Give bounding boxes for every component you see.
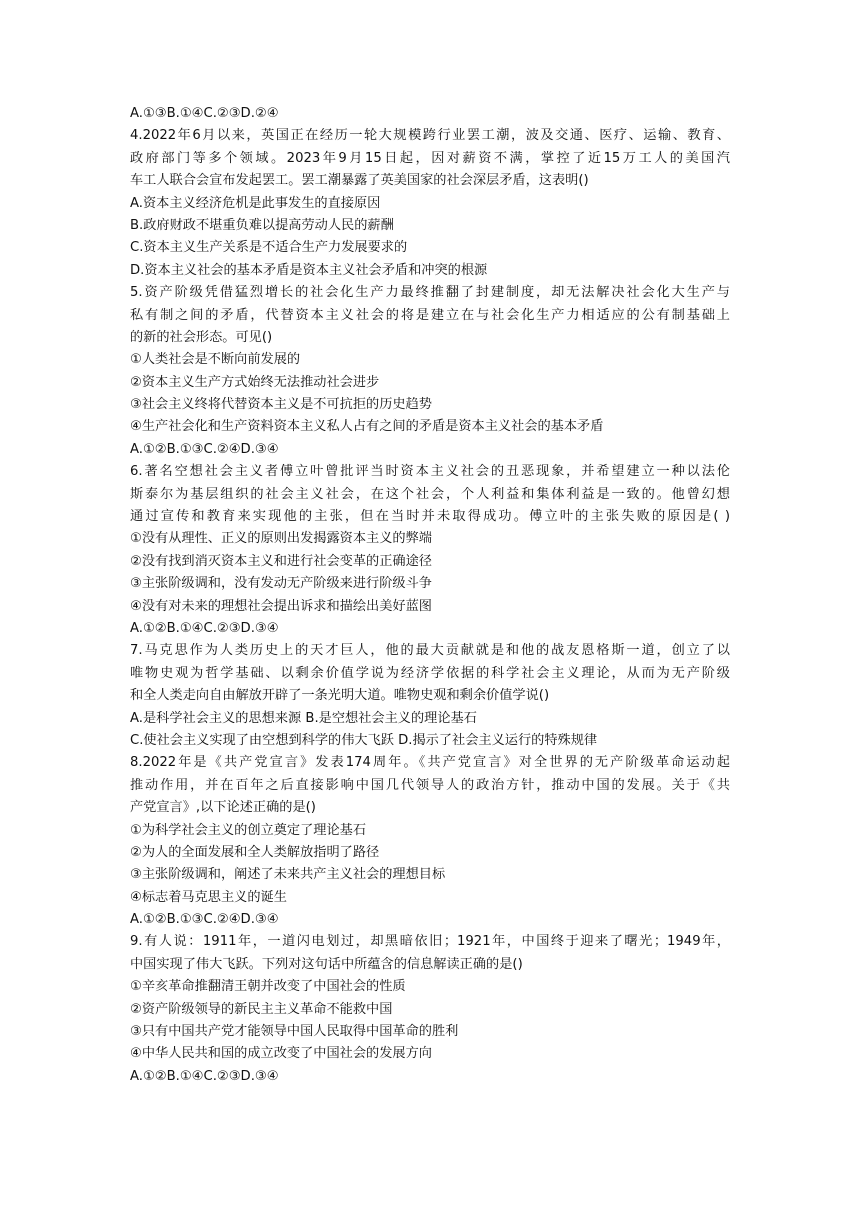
text-line: C.使社会主义实现了由空想到科学的伟大飞跃 D.揭示了社会主义运行的特殊规律	[130, 732, 598, 748]
text-line: ①没有从理性、正义的原则出发揭露资本主义的弊端	[130, 531, 432, 547]
text-line: ③只有中国共产党才能领导中国人民取得中国革命的胜利	[130, 1024, 459, 1040]
text-line: A.①②B.①④C.②③D.③④	[130, 1068, 279, 1084]
text-line: ④中华人民共和国的成立改变了中国社会的发展方向	[130, 1046, 432, 1062]
text-line: A.①②B.①③C.②④D.③④	[130, 441, 279, 457]
text-line: 8.2022年是《共产党宣言》发表174周年。《共产党宣言》对全世界的无产阶级革命运动起	[130, 755, 730, 771]
text-line: 唯物史观为哲学基础、以剩余价值学说为经济学依据的科学社会主义理论，从而为无产阶级	[130, 665, 730, 681]
text-line: 9.有人说：1911年，一道闪电划过，却黑暗依旧；1921年，中国终于迎来了曙光；1949年，	[130, 934, 730, 950]
text-line: 政府部门等多个领域。2023年9月15日起，因对薪资不满，掌控了近15万工人的美国汽	[130, 150, 730, 166]
text-line: A.资本主义经济危机是此事发生的直接原因	[130, 195, 381, 211]
text-line: 中国实现了伟大飞跃。下列对这句话中所蕴含的信息解读正确的是()	[130, 956, 523, 972]
text-line: B.政府财政不堪重负难以提高劳动人民的薪酬	[130, 217, 394, 233]
text-line: ④没有对未来的理想社会提出诉求和描绘出美好蓝图	[130, 598, 432, 614]
text-line: 7.马克思作为人类历史上的天才巨人，他的最大贡献就是和他的战友恩格斯一道，创立了以	[130, 643, 730, 659]
text-line: 的新的社会形态。可见()	[130, 329, 273, 345]
text-line: 通过宣传和教育来实现他的主张，但在当时并未取得成功。傅立叶的主张失败的原因是( )	[130, 509, 730, 525]
text-line: ②资产阶级领导的新民主主义革命不能救中国	[130, 1001, 393, 1017]
text-line: 产党宣言》,以下论述正确的是()	[130, 800, 316, 816]
text-line: ①人类社会是不断向前发展的	[130, 352, 301, 368]
text-line: A.①②B.①④C.②③D.③④	[130, 620, 279, 636]
text-line: 和全人类走向自由解放开辟了一条光明大道。唯物史观和剩余价值学说()	[130, 688, 550, 704]
text-line: A.①③B.①④C.②③D.②④	[130, 106, 279, 121]
document-page	[130, 103, 730, 1088]
text-line: C.资本主义生产关系是不适合生产力发展要求的	[130, 240, 408, 256]
text-line: 推动作用，并在百年之后直接影响中国几代领导人的政治方针，推动中国的发展。关于《共	[130, 777, 730, 793]
text-line: ②没有找到消灭资本主义和进行社会变革的正确途径	[130, 553, 432, 569]
text-line: 6.著名空想社会主义者傅立叶曾批评当时资本主义社会的丑恶现象，并希望建立一种以法伦	[130, 464, 730, 480]
text-line: 车工人联合会宣布发起罢工。罢工潮暴露了英美国家的社会深层矛盾，这表明()	[130, 173, 589, 189]
text-line: 4.2022年6月以来，英国正在经历一轮大规模跨行业罢工潮，波及交通、医疗、运输、教育、	[130, 128, 730, 144]
text-line: ②资本主义生产方式始终无法推动社会进步	[130, 374, 380, 390]
text-line: ①为科学社会主义的创立奠定了理论基石	[130, 822, 367, 838]
text-line: 私有制之间的矛盾，代替资本主义社会的将是建立在与社会化生产力相适应的公有制基础上	[130, 307, 730, 323]
text-line: ④生产社会化和生产资料资本主义私人占有之间的矛盾是资本主义社会的基本矛盾	[130, 419, 604, 435]
text-line: 斯泰尔为基层组织的社会主义社会，在这个社会，个人利益和集体利益是一致的。他曾幻想	[130, 486, 730, 502]
text-line: ③主张阶级调和，阐述了未来共产主义社会的理想目标	[130, 867, 446, 883]
text-line: D.资本主义社会的基本矛盾是资本主义社会矛盾和冲突的根源	[130, 262, 488, 278]
text-line: A.①②B.①③C.②④D.③④	[130, 912, 279, 928]
text-line: ④标志着马克思主义的诞生	[130, 889, 287, 905]
text-line: A.是科学社会主义的思想来源 B.是空想社会主义的理论基石	[130, 710, 477, 726]
text-line: ③主张阶级调和，没有发动无产阶级来进行阶级斗争	[130, 576, 432, 592]
text-line: ②为人的全面发展和全人类解放指明了路径	[130, 844, 380, 860]
text-line: ③社会主义终将代替资本主义是不可抗拒的历史趋势	[130, 397, 432, 413]
text-line: ①辛亥革命推翻清王朝并改变了中国社会的性质	[130, 979, 406, 995]
text-line: 5.资产阶级凭借猛烈增长的社会化生产力最终推翻了封建制度，却无法解决社会化大生产与	[130, 285, 730, 301]
